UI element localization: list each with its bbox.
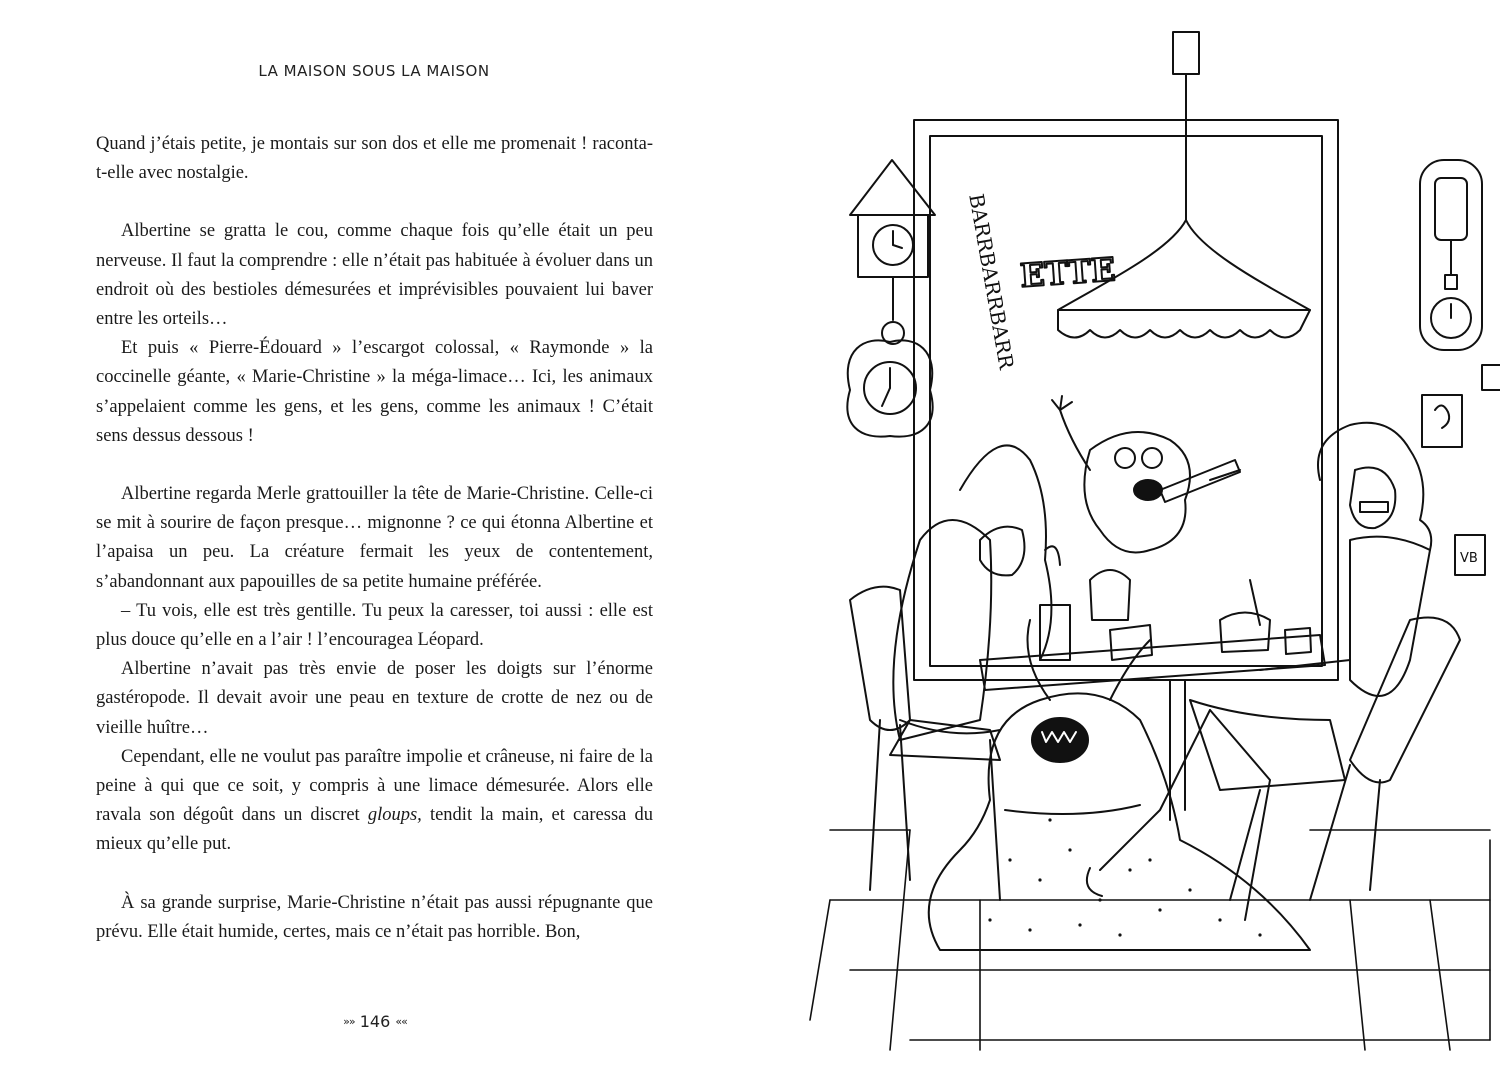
tall-clock [1420,160,1482,350]
page-number: 146 [359,1012,391,1031]
left-chair [850,587,1000,900]
ornament-icon: «« [395,1015,407,1028]
svg-text:BARRBARRBARR: BARRBARRBARR [964,191,1019,372]
cuckoo-clock [850,160,935,344]
svg-text:ETTE: ETTE [1018,250,1117,295]
paragraph: Albertine n’avait pas très envie de poser les doigts sur l’énorme gastéropode. Il devait avoir une peau en texture de crotte de nez ou de vieille huître… [96,659,653,738]
right-page [750,0,1500,1089]
paragraph: À sa grande surprise, Marie-Christine n’était pas aussi répugnante que prévu. Elle était humide, certes, mais ce n’était pas horrible. Bon, [96,892,653,942]
paragraph: Albertine se gratta le cou, comme chaque fois qu’elle était un peu nerveuse. Il faut la comprendre : elle n’était pas habituée à évoluer dans un endroit où des bestioles démesurées et imprévisibles pouvaient lui baver entre les orteils… [96,221,653,330]
paragraph [96,743,653,860]
paragraph: Albertine regarda Merle grattouiller la tête de Marie-Christine. Celle-ci se mit à sourire de façon presque… mignonne ? ce qui étonna Albertine et l’apaisa un peu. La créature fermait les yeux de contentement, s’abandonnant aux papouilles de sa petite humaine préférée. [96,484,653,592]
paragraph-text: Cependant, elle ne voulut pas paraître impolie et crâneuse, ni faire de la peine à qui que ce soit, y compris à une limace démesurée. Alors elle ravala son dégoût dans un discret [96,746,653,826]
page-folio [300,1012,450,1031]
ink-illustration [790,20,1500,1060]
bearded-man [1052,396,1240,553]
paragraph: Quand j’étais petite, je montais sur son dos et elle me promenait ! raconta-t-elle avec nostalgie. [96,134,653,184]
long-haired-girl [890,445,1060,760]
running-head: LA MAISON SOUS LA MAISON [258,62,490,80]
paragraph-text: tendit la main, et caressa du mieux qu’elle put. [96,805,654,855]
paragraph: Et puis « Pierre-Édouard » l’escargot colossal, « Raymonde » la coccinelle géante, « Marie-Christine » la méga-limace… Ici, les animaux s’appelaient comme les gens, et les gens, comme les animaux ! C’était sens dessus dessous ! [96,338,653,446]
ceiling-lamp [1058,32,1310,338]
svg-text:VB: VB [1460,551,1478,566]
paragraph: – Tu vois, elle est très gentille. Tu peux la caresser, toi aussi : elle est plus douce qu’elle en a l’air ! l’encouragea Léopard. [96,600,653,651]
picture-frames [1422,365,1500,575]
slug-texture [988,818,1261,936]
italic-onomatopoeia: gloups, [367,805,422,826]
window-lettering [964,192,1116,372]
floor-tiles [810,830,1490,1050]
mantel-clock [847,340,932,436]
ornament-icon: »» [343,1015,355,1028]
body-text [96,130,653,947]
